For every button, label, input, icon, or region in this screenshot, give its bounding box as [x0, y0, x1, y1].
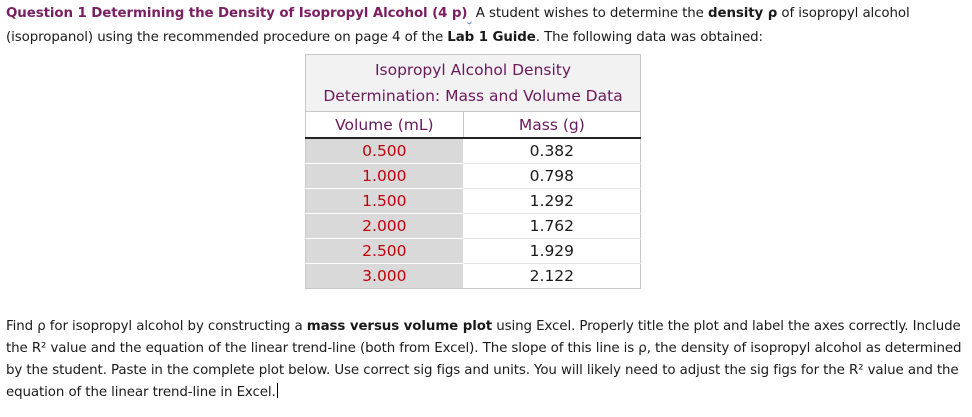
mass-cell: 0.798 [463, 164, 640, 189]
table-row [306, 189, 641, 214]
data-table-wrapper [305, 54, 641, 289]
plot-type-term: mass versus volume plot [306, 319, 493, 334]
text-cursor [277, 383, 278, 398]
table-title-row [306, 55, 641, 112]
instructions-paragraph[interactable] [6, 316, 966, 404]
table-row [306, 214, 641, 239]
intro-text-1: A student wishes to determine the [471, 6, 708, 21]
instructions-text-1: Find ρ for isopropyl alcohol by constructing a [6, 319, 307, 334]
header-volume: Volume (mL) [306, 112, 464, 139]
table-row [306, 164, 641, 189]
mass-cell: 1.929 [463, 239, 640, 264]
volume-cell: 2.500 [306, 239, 464, 264]
table-header-row [306, 112, 641, 139]
intro-text-2: of isopropyl alcohol (isopropanol) using the recommended procedure on page 4 of the [6, 6, 910, 45]
volume-cell: 3.000 [306, 264, 464, 289]
volume-cell: 0.500 [306, 138, 464, 164]
mass-cell: 1.762 [463, 214, 640, 239]
density-data-table [305, 54, 641, 289]
lab-guide-ref: Lab 1 Guide [447, 30, 536, 45]
volume-cell: 1.000 [306, 164, 464, 189]
volume-cell: 1.500 [306, 189, 464, 214]
intro-text-3: . The following data was obtained: [535, 30, 763, 45]
table-title-line-1: Isopropyl Alcohol Density [374, 61, 572, 79]
question-intro [6, 2, 964, 50]
mass-cell: 0.382 [463, 138, 640, 164]
table-title [306, 55, 641, 112]
table-row [306, 138, 641, 164]
density-term: density ρ [707, 6, 778, 21]
table-row [306, 239, 641, 264]
question-title: Question 1 Determining the Density of Isopropyl Alcohol (4 p) [6, 6, 468, 21]
mass-cell: 1.292 [463, 189, 640, 214]
mass-cell: 2.122 [463, 264, 640, 289]
table-row [306, 264, 641, 289]
instructions-text-2: using Excel. Properly title the plot and label the axes correctly. Include the R² value and the equation of the linear trend-line (both from Excel). The slope of this line is ρ, the density of isopropyl alcohol as determined by the student. Paste in the complete plot below. Use correct sig figs and units. You will likely need to adjust the sig figs for the R² value and the equation of the linear trend-line in Excel. [6, 319, 962, 400]
table-title-line-2: Determination: Mass and Volume Data [323, 87, 623, 105]
header-mass: Mass (g) [463, 112, 640, 139]
volume-cell: 2.000 [306, 214, 464, 239]
